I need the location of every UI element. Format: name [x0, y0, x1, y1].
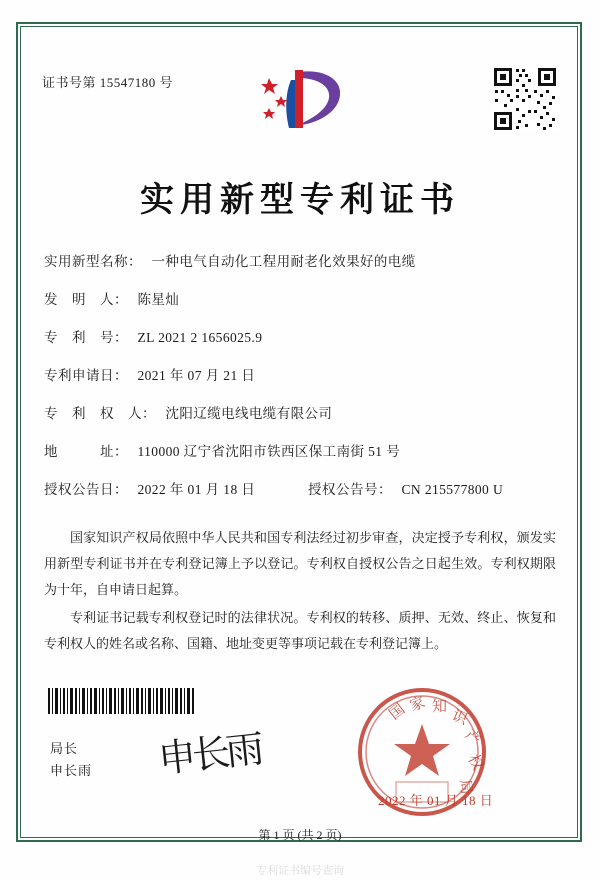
- grant-number-label: 授权公告号: [308, 482, 378, 497]
- field-colon: ：: [378, 482, 392, 497]
- legal-text-block: [44, 525, 556, 659]
- field-label: 专 利 权 人: [44, 406, 142, 421]
- field-row-patentee: [44, 402, 560, 440]
- field-label: 实用新型名称: [44, 254, 128, 269]
- field-value: 110000 辽宁省沈阳市铁西区保工南街 51 号: [137, 444, 401, 459]
- grant-date-label: 授权公告日: [44, 482, 114, 497]
- field-label: 地 址: [44, 444, 114, 459]
- svg-text:家: 家: [407, 694, 428, 715]
- field-label: 专 利 号: [44, 330, 114, 345]
- patent-office-emblem-icon: [255, 66, 347, 134]
- field-colon: ：: [114, 330, 128, 345]
- signature-labels: [50, 738, 92, 782]
- field-colon: ：: [128, 254, 142, 269]
- svg-text:识: 识: [449, 707, 470, 729]
- field-row-inventor: [44, 288, 560, 326]
- field-label: 发 明 人: [44, 292, 114, 307]
- page-number: 第 1 页 (共 2 页): [258, 828, 342, 842]
- field-label: 专利申请日: [44, 368, 114, 383]
- svg-text:权: 权: [464, 752, 486, 774]
- field-row-application-date: [44, 364, 560, 402]
- svg-text:知: 知: [432, 699, 448, 715]
- grant-date-value: 2022 年 01 月 18 日: [137, 482, 256, 497]
- field-value: 2021 年 07 月 21 日: [137, 368, 256, 383]
- fields-block: [44, 250, 560, 516]
- field-value: 一种电气自动化工程用耐老化效果好的电缆: [151, 254, 416, 269]
- director-name-label: 申长雨: [50, 763, 93, 778]
- field-row-grant-announcement: [44, 478, 560, 516]
- field-value: ZL 2021 2 1656025.9: [137, 330, 263, 345]
- qr-code-icon: [492, 66, 558, 132]
- director-title-label: 局长: [50, 741, 79, 756]
- svg-text:产: 产: [461, 727, 484, 750]
- svg-text:局: 局: [456, 778, 474, 796]
- seal-date: 2022 年 01 月 18 日: [378, 793, 494, 808]
- paragraph-1: 国家知识产权局依照中华人民共和国专利法经过初步审查，决定授予专利权，颁发实用新型专利证书并在专利登记簿上予以登记。专利权自授权公告之日起生效。专利权期限为十年，自申请日起算。: [44, 530, 556, 597]
- svg-text:国: 国: [386, 701, 409, 724]
- field-colon: ：: [114, 368, 128, 383]
- grant-number-value: CN 215577800 U: [401, 482, 504, 497]
- field-value: 陈星灿: [137, 292, 180, 307]
- certificate-number: 证书号第 15547180 号: [42, 75, 174, 90]
- field-row-invention-name: [44, 250, 560, 288]
- field-colon: ：: [114, 482, 128, 497]
- field-value: 沈阳辽缆电线电缆有限公司: [165, 406, 333, 421]
- paragraph-2: 专利证书记载专利权登记时的法律状况。专利权的转移、质押、无效、终止、恢复和专利权人的姓名或名称、国籍、地址变更等事项记载在专利登记簿上。: [44, 610, 556, 651]
- barcode-icon: [48, 688, 196, 714]
- field-row-address: [44, 440, 560, 478]
- footer-faint-text: 专利证书编号查询: [256, 865, 344, 877]
- field-row-patent-number: [44, 326, 560, 364]
- handwritten-signature: 申长雨: [156, 728, 263, 782]
- field-colon: ：: [114, 444, 128, 459]
- field-colon: ：: [142, 406, 156, 421]
- page-title: 实用新型专利证书: [140, 182, 460, 219]
- field-colon: ：: [114, 292, 128, 307]
